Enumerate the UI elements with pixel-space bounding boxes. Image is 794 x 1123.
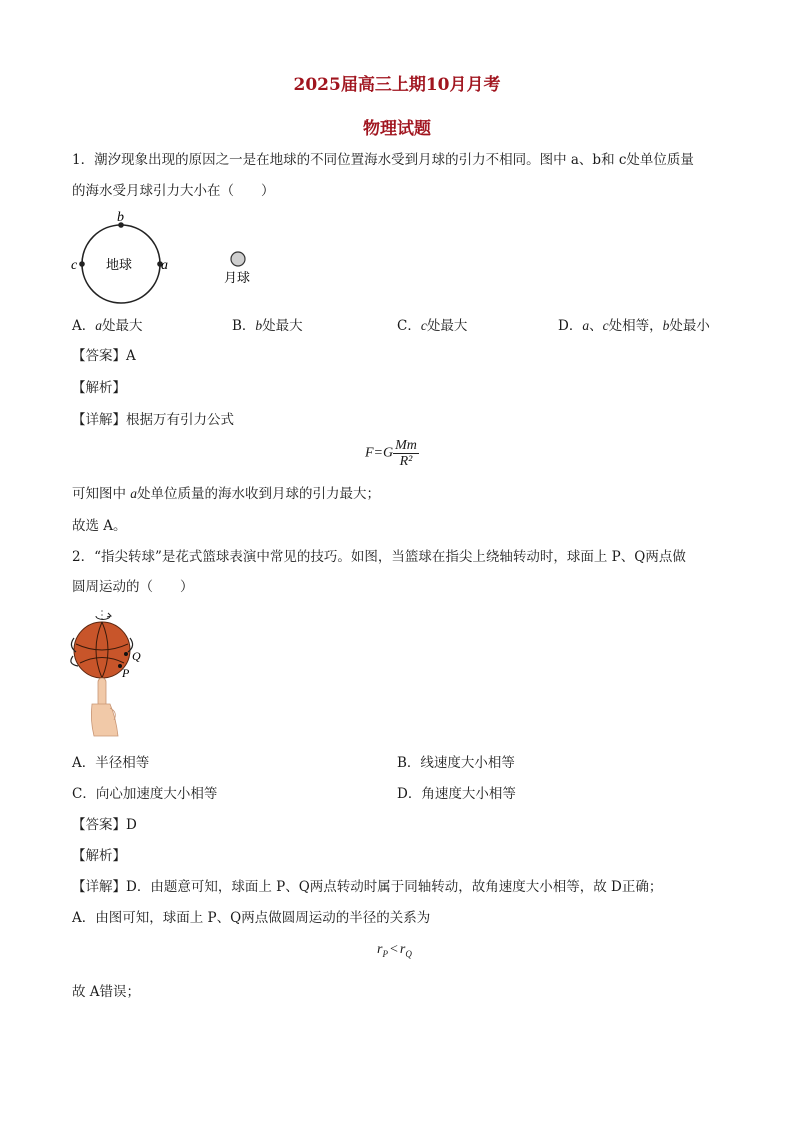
q1-conclusion: 可知图中 a处单位质量的海水收到月球的引力最大； — [72, 486, 381, 502]
q2-stem-line2: 圆周运动的（ ） — [72, 579, 194, 595]
q1-option-a: A．a处最大 — [72, 318, 143, 334]
label-q: Q — [132, 649, 141, 663]
q1-choose: 故选 A。 — [72, 518, 127, 534]
point-c-label: c — [71, 258, 78, 273]
q2-wrong: 故 A错误； — [72, 984, 141, 1000]
q1-gravitation-formula: F=G $\frac{Mm}{\text{R²}}$ — [365, 438, 417, 469]
q2-radius-relation: $r_P < r_Q$ — [377, 942, 412, 959]
q1-option-b: B．b处最大 — [232, 318, 303, 334]
point-b-label: b — [117, 210, 124, 225]
label-p: P — [122, 666, 130, 680]
q1-option-d: D．a、c处相等，b处最小 — [558, 318, 710, 334]
exam-subtitle: 物理试题 — [363, 119, 431, 139]
moon-label: 月球 — [224, 270, 251, 285]
earth-label: 地球 — [106, 257, 133, 272]
point-q-dot — [124, 652, 128, 656]
q2-answer: 【答案】D — [72, 817, 137, 833]
q2-option-a: A．半径相等 — [72, 755, 150, 771]
q1-stem-line2: 的海水受月球引力大小在（ ） — [72, 183, 275, 199]
q1-stem-line1: 1．潮汐现象出现的原因之一是在地球的不同位置海水受到月球的引力不相同。图中 a、b和 c处单位质量 — [72, 152, 694, 168]
q1-detail: 【详解】根据万有引力公式 — [72, 412, 234, 428]
q2-spinning-ball-figure — [70, 608, 150, 738]
q2-stem-line1: 2．“指尖转球”是花式篮球表演中常见的技巧。如图，当篮球在指尖上绕轴转动时，球面上 P、Q两点做 — [72, 549, 686, 565]
q1-earth-moon-figure — [66, 210, 266, 305]
exam-title: 2025届高三上期10月月考 — [293, 75, 501, 95]
q2-line-a: A．由图可知，球面上 P、Q两点做圆周运动的半径的关系为 — [72, 910, 431, 926]
q1-option-c: C．c处最大 — [397, 318, 468, 334]
moon-circle — [231, 252, 245, 266]
q2-option-b: B．线速度大小相等 — [397, 755, 515, 771]
point-c-dot — [79, 261, 85, 267]
q1-analysis-label: 【解析】 — [72, 380, 126, 396]
q1-answer: 【答案】A — [72, 348, 136, 364]
q2-analysis-label: 【解析】 — [72, 848, 126, 864]
q2-option-c: C．向心加速度大小相等 — [72, 786, 218, 802]
q2-option-d: D．角速度大小相等 — [397, 786, 516, 802]
point-a-label: a — [161, 258, 168, 273]
q2-detail: 【详解】D．由题意可知，球面上 P、Q两点转动时属于同轴转动，故角速度大小相等，故 D正确； — [72, 879, 663, 895]
